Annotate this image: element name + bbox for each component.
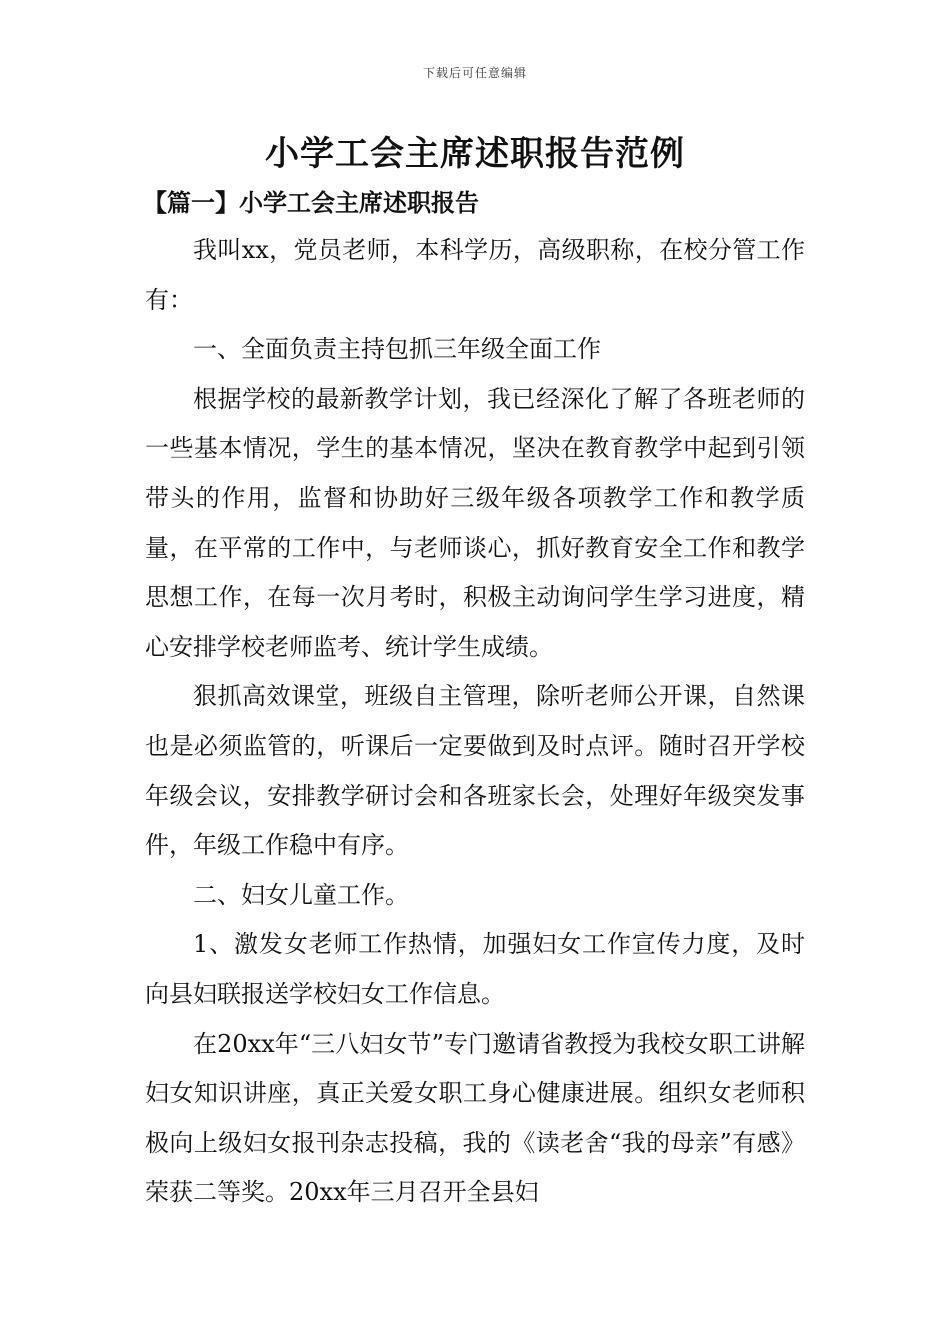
paragraph-heading-1: 一、全面负责主持包抓三年级全面工作 — [193, 335, 601, 364]
paragraph-intro: 我叫xx，党员老师，本科学历，高级职称，在校分管工作有： — [145, 236, 805, 314]
section-heading: 【篇一】小学工会主席述职报告 — [143, 188, 479, 217]
header-note: 下载后可任意编辑 — [422, 66, 527, 80]
paragraph: 根据学校的最新教学计划，我已经深化了解了各班老师的一些基本情况，学生的基本情况，坚决在教育教学中起到引领带头的作用，监督和协助好三级年级各项教学工作和教学质量，在平常的工作中，与老师谈心，抓好教育安全工作和教学思想工作，在每一次月考时，积极主动询问学生学习进度，精心安排学校老师监考、统计学生成绩。 — [145, 384, 805, 661]
paragraph: 狠抓高效课堂，班级自主管理，除听老师公开课，自然课也是必须监管的，听课后一定要做到及时点评。随时召开学校年级会议，安排教学研讨会和各班家长会，处理好年级突发事件，年级工作稳中有序。 — [145, 682, 805, 860]
paragraph-heading-2: 二、妇女儿童工作。 — [193, 880, 409, 909]
paragraph: 1、激发女老师工作热情，加强妇女工作宣传力度，及时向县妇联报送学校妇女工作信息。 — [145, 930, 805, 1008]
document-body — [145, 226, 805, 1218]
document-title: 小学工会主席述职报告范例 — [265, 134, 685, 174]
paragraph: 在20xx年“三八妇女节”专门邀请省教授为我校女职工讲解妇女知识讲座，真正关爱女职工身心健康进展。组织女老师积极向上级妇女报刊杂志投稿，我的《读老舍“我的母亲”有感》荣获二等奖。20xx年三月召开全县妇 — [145, 1029, 805, 1207]
